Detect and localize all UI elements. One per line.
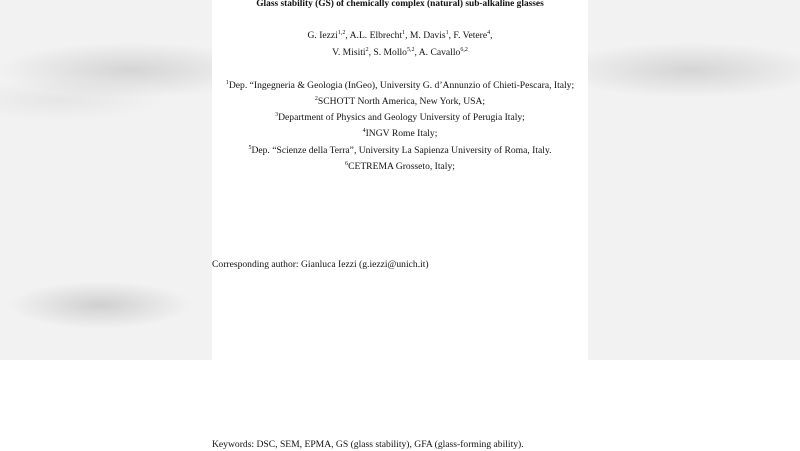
- keywords: Keywords: DSC, SEM, EPMA, GS (glass stability), GFA (glass-forming ability).: [212, 439, 524, 450]
- corresponding-author: Corresponding author: Gianluca Iezzi (g.iezzi@unich.it): [212, 259, 429, 270]
- paper-title: Glass stability (GS) of chemically complex (natural) sub-alkaline glasses: [256, 0, 544, 9]
- authors-line-2: [212, 47, 588, 59]
- author: G. Iezzi$^{1,2}$,: [307, 30, 350, 41]
- author: M. Davis$^1$,: [409, 30, 454, 41]
- affiliation-3: $^3$Department of Physics and Geology University of Perugia Italy;: [275, 112, 525, 123]
- document-page: [212, 0, 588, 450]
- author: A. Cavallo$^{6,2}$: [418, 47, 468, 58]
- affiliation-6: $^6$CETREMA Grosseto, Italy;: [345, 161, 455, 172]
- authors-line-1: [212, 30, 588, 42]
- author: S. Mollo$^{5,2}$,: [373, 47, 419, 58]
- author: V. Misiti$^2$,: [332, 47, 374, 58]
- affiliation-2: $^2$SCHOTT North America, New York, USA;: [314, 96, 486, 107]
- author: A.L. Elbrecht$^1$,: [349, 30, 410, 41]
- affiliation-5: $^5$Dep. “Scienze della Terra”, University La Sapienza University of Roma, Italy.: [248, 145, 552, 156]
- author: F. Vetere$^4$,: [453, 30, 493, 41]
- affiliation-4: $^4$INGV Rome Italy;: [362, 128, 438, 139]
- affiliation-1: $^1$Dep. “Ingegneria & Geologia (InGeo), University G. d’Annunzio of Chieti-Pescara, Italy;: [225, 80, 575, 91]
